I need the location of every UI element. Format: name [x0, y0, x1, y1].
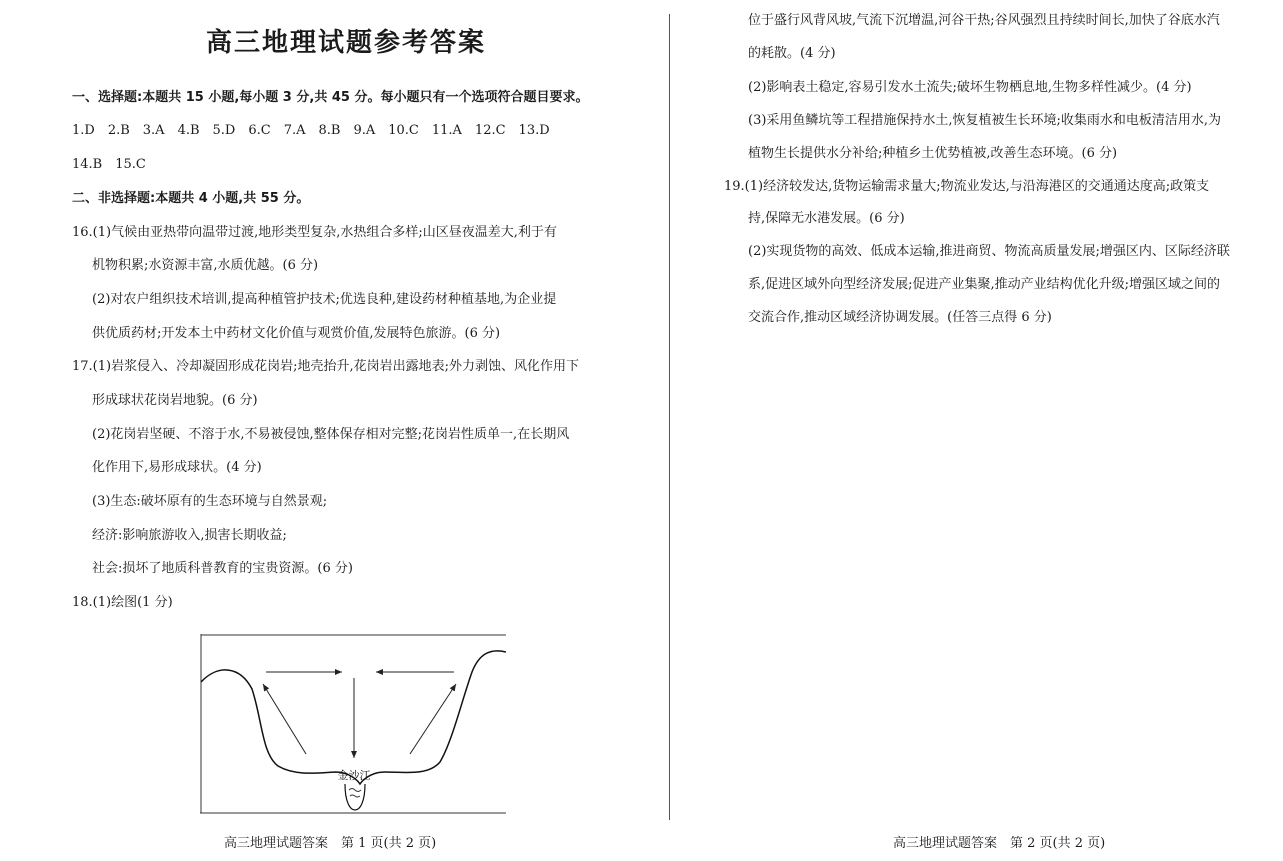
- q19-answer-1-line-1: 19.(1)经济较发达,货物运输需求量大;物流业发达,与沿海港区的交通通达度高;政策支: [724, 179, 1210, 194]
- section2-heading: 二、非选择题:本题共 4 小题,共 55 分。: [72, 191, 310, 206]
- q16-answer-1-line-2: 机物积累;水资源丰富,水质优越。(6 分): [92, 258, 319, 273]
- q17-answer-1-line-2: 形成球状花岗岩地貌。(6 分): [92, 393, 258, 408]
- q18-answer-1-cont-line-2: 的耗散。(4 分): [748, 46, 836, 61]
- river-channel: [345, 784, 365, 810]
- q19-answer-2-line-2: 系,促进区域外向型经济发展;促进产业集聚,推动产业结构优化升级;增强区域之间的: [748, 277, 1221, 292]
- valley-circulation-diagram: [200, 634, 506, 814]
- mc-answers-line-1: 1.D 2.B 3.A 4.B 5.D 6.C 7.A 8.B 9.A 10.C 11.A 12.C 13.D: [72, 123, 550, 138]
- q16-answer-2-line-2: 供优质药材;开发本土中药材文化价值与观赏价值,发展特色旅游。(6 分): [92, 326, 501, 341]
- page-1-footer: 高三地理试题答案 第 1 页(共 2 页): [224, 836, 437, 851]
- q16-answer-1-line-1: 16.(1)气候由亚热带向温带过渡,地形类型复杂,水热组合多样;山区昼夜温差大,利于有: [72, 225, 557, 240]
- q19-answer-2-line-3: 交流合作,推动区域经济协调发展。(任答三点得 6 分): [748, 310, 1052, 325]
- left-slope-upslope-wind-arrow: [263, 684, 306, 754]
- q19-answer-1-line-2: 持,保障无水港发展。(6 分): [748, 211, 905, 226]
- q17-answer-3-society: 社会:损坏了地质科普教育的宝贵资源。(6 分): [92, 561, 353, 576]
- q18-answer-2: (2)影响表土稳定,容易引发水土流失;破坏生物栖息地,生物多样性减少。(4 分): [748, 80, 1192, 95]
- mc-answers-line-2: 14.B 15.C: [72, 157, 146, 172]
- river-label: 金沙江: [337, 769, 371, 782]
- page-divider: [669, 14, 670, 820]
- q18-answer-3-line-2: 植物生长提供水分补给;种植乡土优势植被,改善生态环境。(6 分): [748, 146, 1118, 161]
- valley-diagram-svg: [200, 634, 506, 814]
- river-water-ripples: [349, 789, 361, 798]
- q18-answer-1: 18.(1)绘图(1 分): [72, 595, 173, 610]
- section1-heading: 一、选择题:本题共 15 小题,每小题 3 分,共 45 分。每小题只有一个选项符合题目要求。: [72, 90, 589, 105]
- page-2-footer: 高三地理试题答案 第 2 页(共 2 页): [893, 836, 1106, 851]
- q17-answer-2-line-1: (2)花岗岩坚硬、不溶于水,不易被侵蚀,整体保存相对完整;花岗岩性质单一,在长期风: [92, 427, 570, 442]
- q17-answer-3-economy: 经济:影响旅游收入,损害长期收益;: [92, 528, 287, 543]
- q17-answer-3-ecology: (3)生态:破坏原有的生态环境与自然景观;: [92, 494, 328, 509]
- page-title: 高三地理试题参考答案: [205, 28, 486, 58]
- q16-answer-2-line-1: (2)对农户组织技术培训,提高种植管护技术;优选良种,建设药材种植基地,为企业提: [92, 292, 557, 307]
- q18-answer-3-line-1: (3)采用鱼鳞坑等工程措施保持水土,恢复植被生长环境;收集雨水和电板清洁用水,为: [748, 113, 1222, 128]
- q17-answer-2-line-2: 化作用下,易形成球状。(4 分): [92, 460, 262, 475]
- q19-answer-2-line-1: (2)实现货物的高效、低成本运输,推进商贸、物流高质量发展;增强区内、区际经济联: [748, 244, 1230, 259]
- q17-answer-1-line-1: 17.(1)岩浆侵入、冷却凝固形成花岗岩;地壳抬升,花岗岩出露地表;外力剥蚀、风化作用下: [72, 359, 579, 374]
- q18-answer-1-cont-line-1: 位于盛行风背风坡,气流下沉增温,河谷干热;谷风强烈且持续时间长,加快了谷底水汽: [748, 13, 1220, 28]
